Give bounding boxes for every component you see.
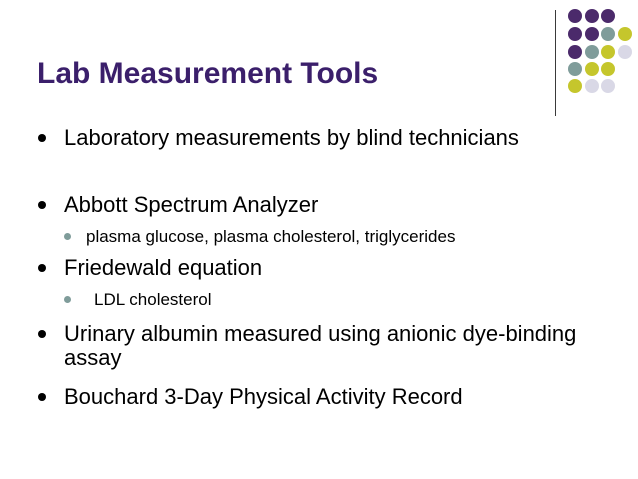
bullet-item <box>38 385 598 409</box>
dot <box>568 27 582 41</box>
bullet-item <box>38 256 598 280</box>
bullet-item <box>38 126 598 174</box>
bullet-icon <box>38 330 46 338</box>
sub-bullet-text: plasma glucose, plasma cholesterol, triglycerides <box>86 227 456 246</box>
dot <box>585 45 599 59</box>
bullet-icon <box>38 264 46 272</box>
dot <box>568 45 582 59</box>
dot <box>585 79 599 93</box>
dot <box>601 62 615 76</box>
bullet-item <box>38 193 598 217</box>
dot <box>585 27 599 41</box>
divider-line <box>555 10 556 116</box>
dot <box>618 45 632 59</box>
dot <box>601 27 615 41</box>
bullet-text: Bouchard 3-Day Physical Activity Record <box>64 384 463 409</box>
dot <box>568 9 582 23</box>
bullet-text: Friedewald equation <box>64 255 263 280</box>
dot <box>601 45 615 59</box>
sub-bullet-text: LDL cholesterol <box>94 290 212 309</box>
dot <box>601 79 615 93</box>
dot <box>585 9 599 23</box>
bullet-text: Laboratory measurements by blind technicians <box>64 125 519 150</box>
bullet-text: Abbott Spectrum Analyzer <box>64 192 319 217</box>
dot <box>568 79 582 93</box>
bullet-icon <box>38 393 46 401</box>
sub-bullet-icon <box>64 233 71 240</box>
slide-title: Lab Measurement Tools <box>37 57 379 90</box>
bullet-icon <box>38 201 46 209</box>
dot <box>585 62 599 76</box>
dot <box>618 27 632 41</box>
sub-bullet-icon <box>64 296 71 303</box>
bullet-icon <box>38 134 46 142</box>
dot <box>568 62 582 76</box>
bullet-text: Urinary albumin measured using anionic dye-binding assay <box>64 321 577 370</box>
bullet-item <box>38 322 598 370</box>
dot <box>601 9 615 23</box>
